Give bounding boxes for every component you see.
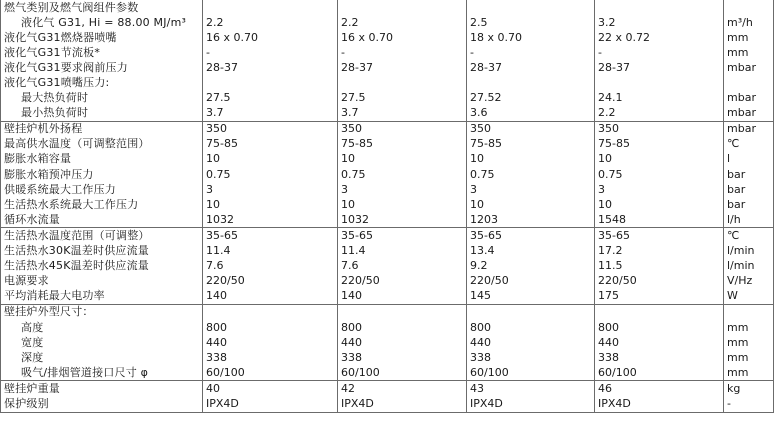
model-4-value: 11.5: [595, 259, 724, 274]
spec-row: [1, 365, 774, 381]
model-1-value: 3: [203, 182, 338, 197]
row-label: 高度: [1, 320, 203, 335]
model-2-value: [338, 75, 467, 90]
model-4-value: 220/50: [595, 274, 724, 289]
model-2-value: 16 x 0.70: [338, 30, 467, 45]
spec-row: [1, 0, 774, 15]
model-2-value: 27.5: [338, 91, 467, 106]
spec-row: [1, 45, 774, 60]
model-2-value: 800: [338, 320, 467, 335]
model-2-value: 28-37: [338, 60, 467, 75]
unit-cell: [724, 304, 774, 320]
model-3-value: 3: [467, 182, 595, 197]
model-4-value: 10: [595, 197, 724, 212]
model-3-value: 43: [467, 381, 595, 397]
model-4-value: 10: [595, 152, 724, 167]
model-1-value: IPX4D: [203, 396, 338, 412]
model-4-value: 75-85: [595, 137, 724, 152]
model-4-value: 2.2: [595, 106, 724, 122]
row-label: 最小热负荷时: [1, 106, 203, 122]
spec-row: [1, 244, 774, 259]
model-4-value: 3.2: [595, 15, 724, 30]
row-label: 电源要求: [1, 274, 203, 289]
unit-cell: mbar: [724, 106, 774, 122]
model-1-value: [203, 75, 338, 90]
model-2-value: 7.6: [338, 259, 467, 274]
unit-cell: mbar: [724, 91, 774, 106]
model-3-value: 75-85: [467, 137, 595, 152]
model-3-value: 220/50: [467, 274, 595, 289]
model-4-value: 24.1: [595, 91, 724, 106]
unit-cell: -: [724, 396, 774, 412]
model-3-value: 145: [467, 289, 595, 305]
unit-cell: [724, 75, 774, 90]
spec-row: [1, 75, 774, 90]
spec-row: [1, 152, 774, 167]
spec-row: [1, 274, 774, 289]
model-1-value: 140: [203, 289, 338, 305]
row-label: 最高供水温度（可调整范围）: [1, 137, 203, 152]
model-3-value: 0.75: [467, 167, 595, 182]
model-4-value: 1548: [595, 212, 724, 228]
model-4-value: 0.75: [595, 167, 724, 182]
row-label: 燃气类别及燃气阀组件参数: [1, 0, 203, 15]
model-3-value: 440: [467, 335, 595, 350]
model-1-value: 350: [203, 121, 338, 137]
model-2-value: 42: [338, 381, 467, 397]
model-2-value: 220/50: [338, 274, 467, 289]
model-2-value: 2.2: [338, 15, 467, 30]
model-2-value: 1032: [338, 212, 467, 228]
model-2-value: [338, 0, 467, 15]
row-label: 生活热水30K温差时供应流量: [1, 244, 203, 259]
model-1-value: 220/50: [203, 274, 338, 289]
model-1-value: 2.2: [203, 15, 338, 30]
unit-cell: mbar: [724, 60, 774, 75]
model-1-value: 16 x 0.70: [203, 30, 338, 45]
row-label: 宽度: [1, 335, 203, 350]
model-1-value: 11.4: [203, 244, 338, 259]
row-label: 液化气 G31, Hi = 88.00 MJ/m³: [1, 15, 203, 30]
model-4-value: 28-37: [595, 60, 724, 75]
model-2-value: 140: [338, 289, 467, 305]
unit-cell: ℃: [724, 228, 774, 244]
spec-row: [1, 30, 774, 45]
spec-row: [1, 289, 774, 305]
spec-row: [1, 121, 774, 137]
model-3-value: [467, 75, 595, 90]
model-3-value: 9.2: [467, 259, 595, 274]
model-3-value: IPX4D: [467, 396, 595, 412]
unit-cell: bar: [724, 182, 774, 197]
model-2-value: 338: [338, 350, 467, 365]
spec-row: [1, 335, 774, 350]
model-2-value: 35-65: [338, 228, 467, 244]
spec-row: [1, 320, 774, 335]
unit-cell: mm: [724, 30, 774, 45]
spec-row: [1, 167, 774, 182]
model-2-value: 0.75: [338, 167, 467, 182]
model-3-value: -: [467, 45, 595, 60]
row-label: 生活热水系统最大工作压力: [1, 197, 203, 212]
model-3-value: 338: [467, 350, 595, 365]
unit-cell: V/Hz: [724, 274, 774, 289]
model-4-value: -: [595, 45, 724, 60]
model-1-value: 3.7: [203, 106, 338, 122]
model-3-value: 10: [467, 152, 595, 167]
spec-row: [1, 15, 774, 30]
spec-row: [1, 91, 774, 106]
model-3-value: 1203: [467, 212, 595, 228]
row-label: 生活热水45K温差时供应流量: [1, 259, 203, 274]
model-4-value: [595, 0, 724, 15]
model-2-value: 11.4: [338, 244, 467, 259]
unit-cell: [724, 0, 774, 15]
model-2-value: 75-85: [338, 137, 467, 152]
model-1-value: [203, 304, 338, 320]
model-3-value: 13.4: [467, 244, 595, 259]
row-label: 壁挂炉外型尺寸：: [1, 304, 203, 320]
model-2-value: 440: [338, 335, 467, 350]
spec-row: [1, 350, 774, 365]
spec-row: [1, 304, 774, 320]
spec-row: [1, 259, 774, 274]
model-2-value: 3.7: [338, 106, 467, 122]
model-2-value: 3: [338, 182, 467, 197]
model-2-value: 350: [338, 121, 467, 137]
model-3-value: 2.5: [467, 15, 595, 30]
row-label: 最大热负荷时: [1, 91, 203, 106]
unit-cell: m³/h: [724, 15, 774, 30]
row-label: 壁挂炉机外扬程: [1, 121, 203, 137]
unit-cell: l/min: [724, 259, 774, 274]
model-1-value: 800: [203, 320, 338, 335]
model-3-value: 350: [467, 121, 595, 137]
model-4-value: 60/100: [595, 365, 724, 381]
model-3-value: 60/100: [467, 365, 595, 381]
unit-cell: mm: [724, 350, 774, 365]
unit-cell: mbar: [724, 121, 774, 137]
model-1-value: 27.5: [203, 91, 338, 106]
model-4-value: 350: [595, 121, 724, 137]
model-3-value: [467, 304, 595, 320]
unit-cell: mm: [724, 45, 774, 60]
model-3-value: 28-37: [467, 60, 595, 75]
model-1-value: 35-65: [203, 228, 338, 244]
row-label: 液化气G31燃烧器喷嘴: [1, 30, 203, 45]
model-1-value: 75-85: [203, 137, 338, 152]
spec-row: [1, 137, 774, 152]
unit-cell: kg: [724, 381, 774, 397]
model-4-value: 175: [595, 289, 724, 305]
row-label: 壁挂炉重量: [1, 381, 203, 397]
unit-cell: mm: [724, 335, 774, 350]
model-4-value: 338: [595, 350, 724, 365]
spec-row: [1, 228, 774, 244]
model-1-value: 7.6: [203, 259, 338, 274]
model-1-value: -: [203, 45, 338, 60]
model-4-value: 46: [595, 381, 724, 397]
model-2-value: IPX4D: [338, 396, 467, 412]
spec-row: [1, 197, 774, 212]
model-1-value: 60/100: [203, 365, 338, 381]
model-4-value: 3: [595, 182, 724, 197]
model-4-value: 800: [595, 320, 724, 335]
spec-row: [1, 396, 774, 412]
model-2-value: 10: [338, 152, 467, 167]
model-1-value: 40: [203, 381, 338, 397]
model-1-value: 10: [203, 197, 338, 212]
model-1-value: 10: [203, 152, 338, 167]
spec-row: [1, 106, 774, 122]
model-2-value: 60/100: [338, 365, 467, 381]
spec-row: [1, 381, 774, 397]
unit-cell: mm: [724, 365, 774, 381]
spec-row: [1, 60, 774, 75]
row-label: 液化气G31要求阀前压力: [1, 60, 203, 75]
unit-cell: bar: [724, 167, 774, 182]
model-1-value: [203, 0, 338, 15]
unit-cell: l/h: [724, 212, 774, 228]
row-label: 液化气G31节流板*: [1, 45, 203, 60]
model-3-value: [467, 0, 595, 15]
model-1-value: 0.75: [203, 167, 338, 182]
model-4-value: IPX4D: [595, 396, 724, 412]
row-label: 平均消耗最大电功率: [1, 289, 203, 305]
row-label: 生活热水温度范围（可调整）: [1, 228, 203, 244]
model-2-value: 10: [338, 197, 467, 212]
row-label: 液化气G31喷嘴压力:: [1, 75, 203, 90]
model-3-value: 800: [467, 320, 595, 335]
model-4-value: 440: [595, 335, 724, 350]
model-3-value: 35-65: [467, 228, 595, 244]
unit-cell: W: [724, 289, 774, 305]
row-label: 膨胀水箱容量: [1, 152, 203, 167]
model-4-value: [595, 304, 724, 320]
model-3-value: 27.52: [467, 91, 595, 106]
unit-cell: bar: [724, 197, 774, 212]
spec-row: [1, 182, 774, 197]
model-1-value: 28-37: [203, 60, 338, 75]
model-4-value: [595, 75, 724, 90]
model-3-value: 3.6: [467, 106, 595, 122]
model-1-value: 338: [203, 350, 338, 365]
unit-cell: l: [724, 152, 774, 167]
model-4-value: 17.2: [595, 244, 724, 259]
model-3-value: 10: [467, 197, 595, 212]
row-label: 循环水流量: [1, 212, 203, 228]
model-2-value: [338, 304, 467, 320]
row-label: 保护级别: [1, 396, 203, 412]
unit-cell: l/min: [724, 244, 774, 259]
spec-row: [1, 212, 774, 228]
unit-cell: mm: [724, 320, 774, 335]
model-2-value: -: [338, 45, 467, 60]
model-1-value: 440: [203, 335, 338, 350]
row-label: 深度: [1, 350, 203, 365]
row-label: 膨胀水箱预冲压力: [1, 167, 203, 182]
model-3-value: 18 x 0.70: [467, 30, 595, 45]
unit-cell: ℃: [724, 137, 774, 152]
model-4-value: 35-65: [595, 228, 724, 244]
row-label: 吸气/排烟管道接口尺寸 φ: [1, 365, 203, 381]
model-4-value: 22 x 0.72: [595, 30, 724, 45]
row-label: 供暖系统最大工作压力: [1, 182, 203, 197]
model-1-value: 1032: [203, 212, 338, 228]
